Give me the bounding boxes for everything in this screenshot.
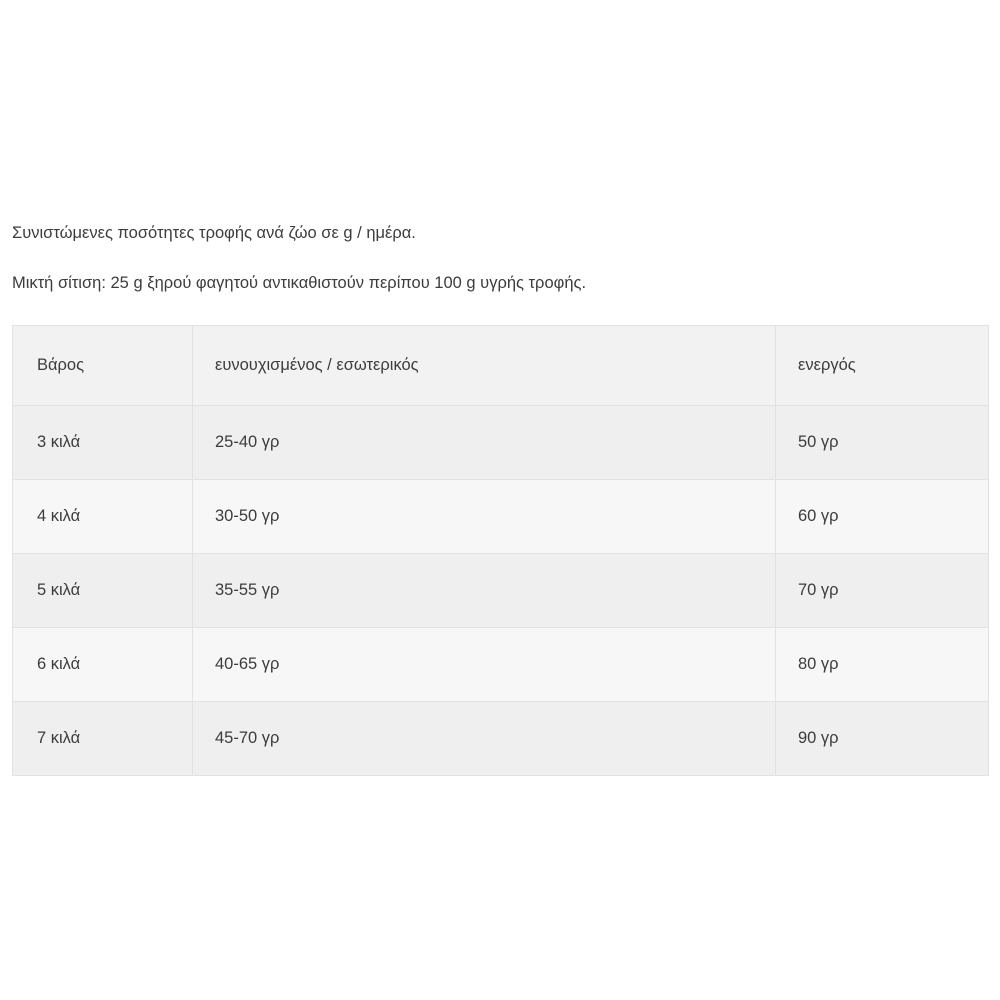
cell-weight: 6 κιλά: [13, 627, 193, 701]
column-header-neutered-indoor: ευνουχισμένος / εσωτερικός: [193, 325, 776, 405]
table-row: [13, 701, 989, 775]
cell-neutered-indoor: 25-40 γρ: [193, 405, 776, 479]
cell-active: 60 γρ: [776, 479, 989, 553]
cell-active: 80 γρ: [776, 627, 989, 701]
table-body: [13, 405, 989, 775]
cell-neutered-indoor: 35-55 γρ: [193, 553, 776, 627]
cell-active: 70 γρ: [776, 553, 989, 627]
cell-weight: 4 κιλά: [13, 479, 193, 553]
table-row: [13, 405, 989, 479]
column-header-active: ενεργός: [776, 325, 989, 405]
feeding-amounts-table: [12, 325, 989, 776]
cell-neutered-indoor: 40-65 γρ: [193, 627, 776, 701]
table-header: [13, 325, 989, 405]
table-header-row: [13, 325, 989, 405]
cell-active: 50 γρ: [776, 405, 989, 479]
cell-neutered-indoor: 30-50 γρ: [193, 479, 776, 553]
cell-weight: 3 κιλά: [13, 405, 193, 479]
column-header-weight: Βάρος: [13, 325, 193, 405]
table-row: [13, 553, 989, 627]
table-row: [13, 627, 989, 701]
intro-text-mixed-feeding: Μικτή σίτιση: 25 g ξηρού φαγητού αντικαθιστούν περίπου 100 g υγρής τροφής.: [12, 273, 587, 292]
cell-weight: 7 κιλά: [13, 701, 193, 775]
cell-neutered-indoor: 45-70 γρ: [193, 701, 776, 775]
intro-text-recommended-amounts: Συνιστώμενες ποσότητες τροφής ανά ζώο σε g / ημέρα.: [12, 223, 416, 242]
cell-active: 90 γρ: [776, 701, 989, 775]
table-row: [13, 479, 989, 553]
cell-weight: 5 κιλά: [13, 553, 193, 627]
